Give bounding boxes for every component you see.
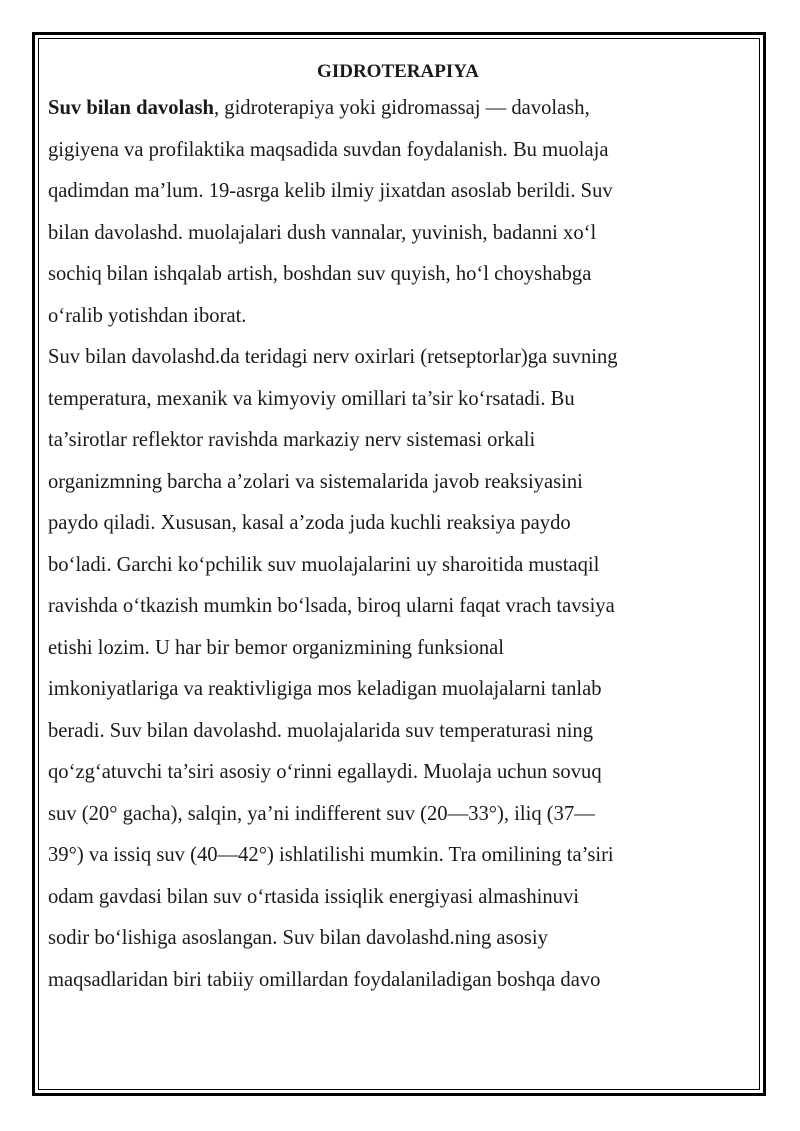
paragraph-1-line: o‘ralib yotishdan iborat. <box>48 304 247 327</box>
paragraph-1-line: bilan davolashd. muolajalari dush vannalar, yuvinish, badanni xo‘l <box>48 221 597 244</box>
paragraph-1-line: qadimdan ma’lum. 19-asrga kelib ilmiy jixatdan asoslab berildi. Suv <box>48 180 613 202</box>
paragraph-2-line: organizmning barcha a’zolari va sistemalarida javob reaksiyasini <box>48 470 583 493</box>
paragraph-2-line: paydo qiladi. Xususan, kasal a’zoda juda kuchli reaksiya paydo <box>48 512 571 534</box>
bold-term: Suv bilan davolash <box>48 97 214 119</box>
paragraph-2-line: sodir bo‘lishiga asoslangan. Suv bilan davolashd.ning asosiy <box>48 927 548 949</box>
paragraph-2-line: etishi lozim. U har bir bemor organizmining funksional <box>48 636 505 659</box>
document-title: GIDROTERAPIYA <box>317 61 479 82</box>
paragraph-1-line: sochiq bilan ishqalab artish, boshdan suv quyish, ho‘l choyshabga <box>48 263 592 285</box>
paragraph-2-line: Suv bilan davolashd.da teridagi nerv oxirlari (retseptorlar)ga suvning <box>48 346 618 368</box>
paragraph-2 <box>48 337 748 1001</box>
paragraph-1-line <box>48 88 748 130</box>
paragraph-2-line: odam gavdasi bilan suv o‘rtasida issiqlik energiyasi almashinuvi <box>48 885 579 908</box>
paragraph-1-line: gigiyena va profilaktika maqsadida suvdan foydalanish. Bu muolaja <box>48 138 609 161</box>
paragraph-2-line: maqsadlaridan biri tabiiy omillardan foydalaniladigan boshqa davo <box>48 968 601 991</box>
paragraph-2-line: qo‘zg‘atuvchi ta’siri asosiy o‘rinni egallaydi. Muolaja uchun sovuq <box>48 761 602 783</box>
paragraph-2-line: bo‘ladi. Garchi ko‘pchilik suv muolajalarini uy sharoitida mustaqil <box>48 553 600 576</box>
paragraph-2-line: ravishda o‘tkazish mumkin bo‘lsada, biroq ularni faqat vrach tavsiya <box>48 595 615 617</box>
paragraph-2-line: ta’sirotlar reflektor ravishda markaziy nerv sistemasi orkali <box>48 429 536 451</box>
paragraph-2-line: imkoniyatlariga va reaktivligiga mos keladigan muolajalarni tanlab <box>48 678 602 700</box>
paragraph-1 <box>48 88 748 337</box>
paragraph-2-line: 39°) va issiq suv (40—42°) ishlatilishi mumkin. Tra omilining ta’siri <box>48 844 614 866</box>
text-run: , gidroterapiya yoki gidromassaj — davolash, <box>213 97 590 119</box>
document-body <box>48 56 748 1001</box>
paragraph-2-line: beradi. Suv bilan davolashd. muolajalarida suv temperaturasi ning <box>48 719 594 742</box>
paragraph-2-line: temperatura, mexanik va kimyoviy omillari ta’sir ko‘rsatadi. Bu <box>48 387 575 410</box>
paragraph-2-line: suv (20° gacha), salqin, ya’ni indifferent suv (20—33°), iliq (37— <box>48 802 595 825</box>
